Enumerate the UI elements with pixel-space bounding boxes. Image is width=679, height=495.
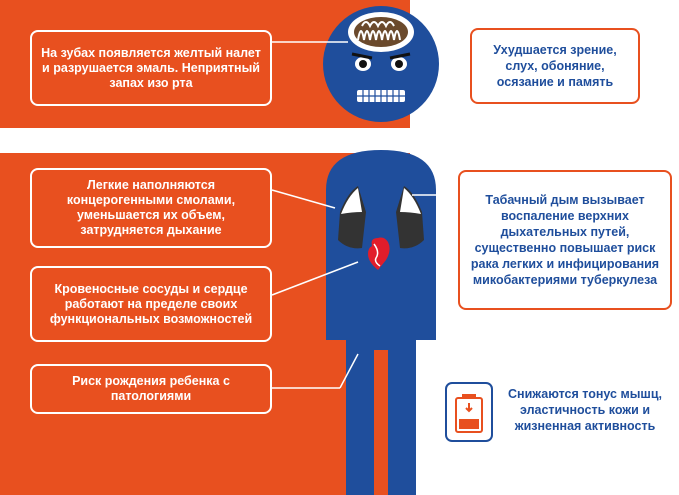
- heart-text: Кровеносные сосуды и сердце работают на пределе своих функциональных возможностей: [49, 281, 253, 326]
- lungs-box: [30, 168, 272, 248]
- brain-icon: [348, 12, 414, 52]
- birth-box: [30, 364, 272, 414]
- muscles-text: Снижаются тонус мышц, эластичность кожи и жизненная активность: [508, 387, 662, 433]
- teeth-box: [30, 30, 272, 106]
- senses-text: Ухудшается зрение, слух, обоняние, осязание и память: [493, 43, 617, 89]
- teeth-text: На зубах появляется желтый налет и разрушается эмаль. Неприятный запах изо рта: [41, 45, 261, 90]
- lungs-text: Легкие наполняются концерогенными смолами, уменьшается их объем, затрудняется дыхание: [66, 178, 236, 237]
- senses-box: [470, 28, 640, 104]
- airways-text: Табачный дым вызывает воспаление верхних дыхательных путей, существенно повышает риск рака легких и инфицирования микобактериями туберкулеза: [470, 193, 660, 287]
- birth-text: Риск рождения ребенка с патологиями: [72, 374, 230, 403]
- heart-box: [30, 266, 272, 342]
- low-battery-icon: [446, 383, 492, 441]
- airways-box: [458, 170, 672, 310]
